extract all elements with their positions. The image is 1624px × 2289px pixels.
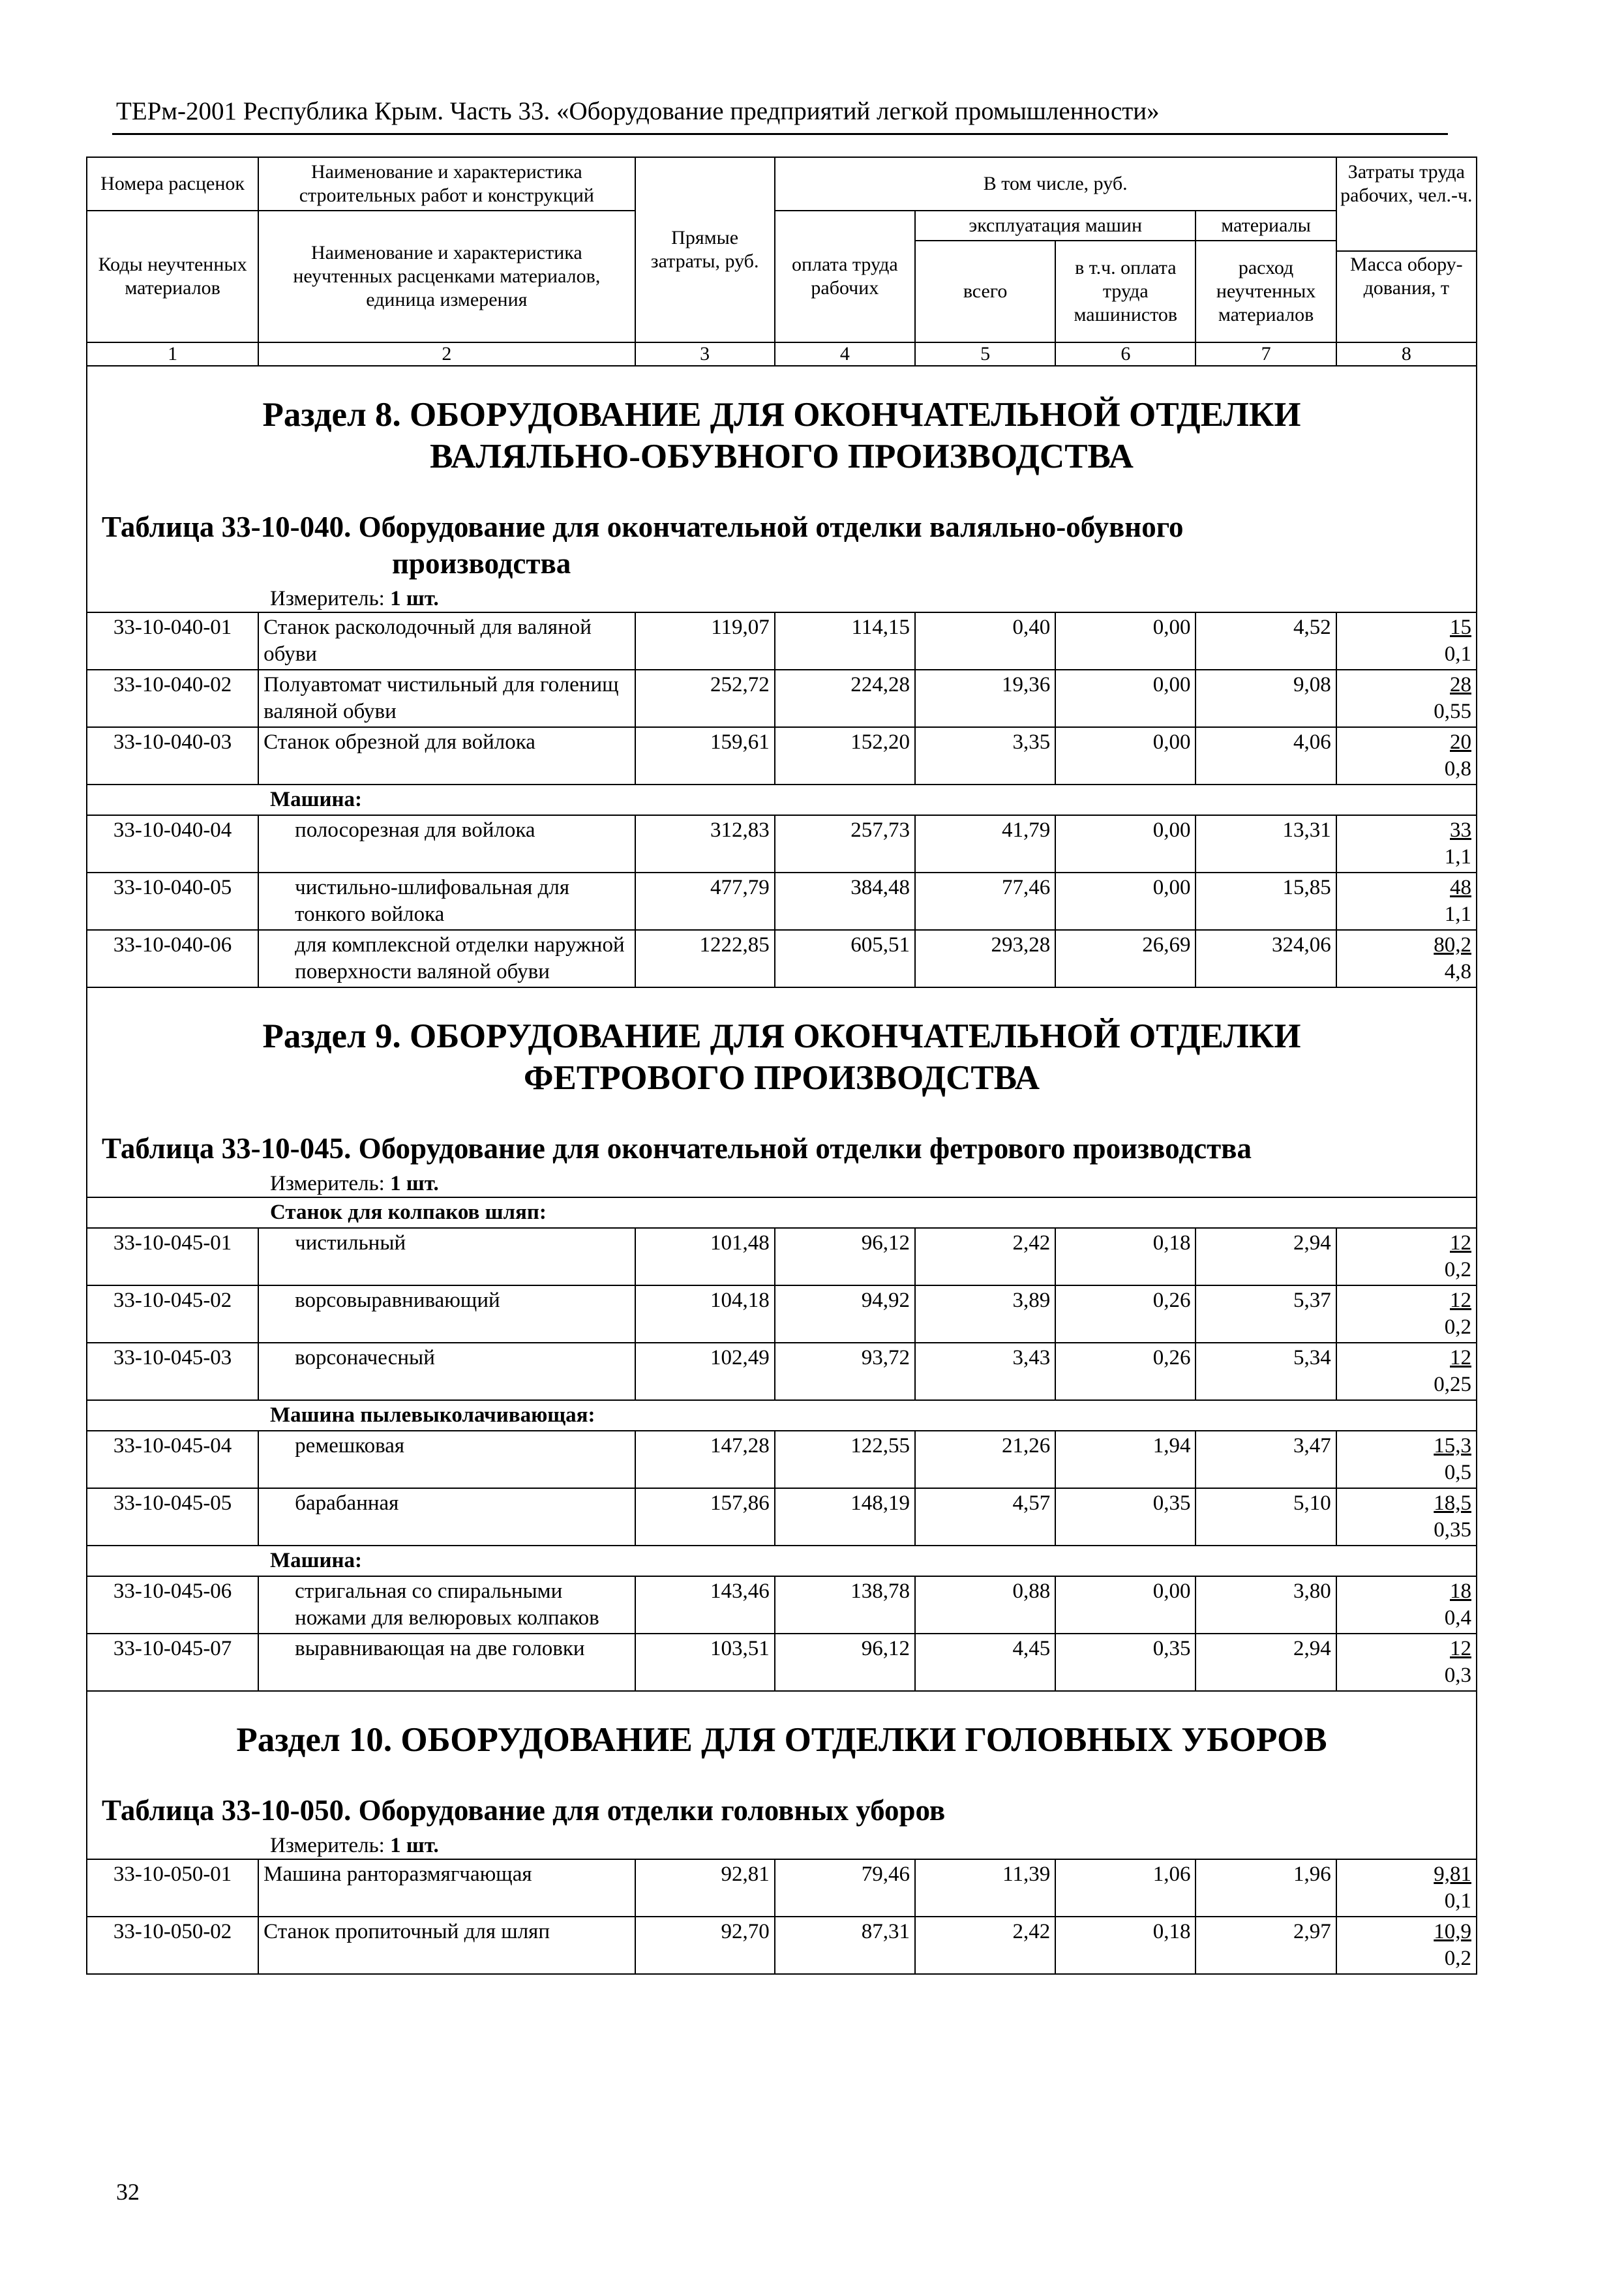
section-8-rows xyxy=(87,612,1477,785)
labor-mass-cell xyxy=(1336,612,1477,670)
rate-name: Станок пропиточный для шляп xyxy=(258,1917,635,1974)
rate-code: 33-10-040-02 xyxy=(87,670,258,727)
labor-costs: 15,3 xyxy=(1434,1434,1471,1458)
machines-total: 293,28 xyxy=(915,930,1055,987)
rate-name: полосорезная для войлока xyxy=(258,815,635,873)
machines-total: 41,79 xyxy=(915,815,1055,873)
labor-costs: 18,5 xyxy=(1434,1491,1471,1515)
table-row xyxy=(87,1634,1477,1691)
equipment-mass: 0,4 xyxy=(1444,1606,1471,1630)
th-machinist-wages: в т.ч. оплата труда машинистов xyxy=(1055,241,1195,342)
th-material-codes: Коды неучтенных материалов xyxy=(87,211,258,342)
machinist-wages: 1,94 xyxy=(1055,1431,1195,1488)
materials-cost: 2,94 xyxy=(1195,1228,1336,1285)
col-number: 4 xyxy=(775,342,915,366)
group-row: Машина: xyxy=(87,785,1477,815)
labor-mass-cell xyxy=(1336,1228,1477,1285)
materials-cost: 2,94 xyxy=(1195,1634,1336,1691)
rate-code: 33-10-040-03 xyxy=(87,727,258,785)
machines-total: 77,46 xyxy=(915,873,1055,930)
labor-costs: 12 xyxy=(1450,1346,1471,1369)
labor-costs: 9,81 xyxy=(1434,1863,1471,1886)
labor-mass-cell xyxy=(1336,1859,1477,1917)
direct-costs: 312,83 xyxy=(635,815,775,873)
materials-cost: 1,96 xyxy=(1195,1859,1336,1917)
labor-costs: 12 xyxy=(1450,1231,1471,1255)
col-number: 6 xyxy=(1055,342,1195,366)
col-number: 7 xyxy=(1195,342,1336,366)
labor-costs: 28 xyxy=(1450,673,1471,696)
direct-costs: 159,61 xyxy=(635,727,775,785)
rate-name: Полуавтомат чистильный для голенищ валяной обуви xyxy=(258,670,635,727)
materials-cost: 5,37 xyxy=(1195,1285,1336,1343)
col-number: 2 xyxy=(258,342,635,366)
table-title: Таблица 33-10-045. Оборудование для окончательной отделки фетрового производства xyxy=(102,1132,1252,1165)
th-direct-costs: Прямые затраты, руб. xyxy=(635,157,775,342)
labor-mass-cell xyxy=(1336,1576,1477,1634)
rate-code: 33-10-045-05 xyxy=(87,1488,258,1546)
materials-cost: 13,31 xyxy=(1195,815,1336,873)
unit-label: Измеритель: 1 шт. xyxy=(270,587,439,610)
machinist-wages: 0,35 xyxy=(1055,1488,1195,1546)
worker-wages: 114,15 xyxy=(775,612,915,670)
th-labor-mass xyxy=(1336,157,1477,342)
worker-wages: 93,72 xyxy=(775,1343,915,1400)
rate-code: 33-10-040-05 xyxy=(87,873,258,930)
rate-name: Станок обрезной для войлока xyxy=(258,727,635,785)
machinist-wages: 0,35 xyxy=(1055,1634,1195,1691)
equipment-mass: 0,1 xyxy=(1444,1889,1471,1913)
equipment-mass: 0,5 xyxy=(1444,1461,1471,1484)
worker-wages: 152,20 xyxy=(775,727,915,785)
materials-cost: 5,10 xyxy=(1195,1488,1336,1546)
direct-costs: 1222,85 xyxy=(635,930,775,987)
materials-cost: 324,06 xyxy=(1195,930,1336,987)
section-title: Раздел 8. ОБОРУДОВАНИЕ ДЛЯ ОКОНЧАТЕЛЬНОЙ ОТДЕЛКИ ВАЛЯЛЬНО-ОБУВНОГО ПРОИЗВОДСТВА xyxy=(262,396,1301,475)
materials-cost: 4,06 xyxy=(1195,727,1336,785)
labor-costs: 33 xyxy=(1450,818,1471,842)
th-machine-operation: эксплуатация машин xyxy=(915,211,1195,241)
direct-costs: 102,49 xyxy=(635,1343,775,1400)
equipment-mass: 0,25 xyxy=(1434,1373,1471,1396)
th-material-names: Наименование и характеристика неучтенных расценками материалов, единица измерения xyxy=(258,211,635,342)
machinist-wages: 0,18 xyxy=(1055,1228,1195,1285)
machinist-wages: 0,00 xyxy=(1055,670,1195,727)
worker-wages: 87,31 xyxy=(775,1917,915,1974)
labor-mass-cell xyxy=(1336,1634,1477,1691)
machines-total: 4,45 xyxy=(915,1634,1055,1691)
rate-name: для комплексной отделки наружной поверхности валяной обуви xyxy=(258,930,635,987)
labor-mass-cell xyxy=(1336,1917,1477,1974)
equipment-mass: 0,2 xyxy=(1444,1315,1471,1339)
rate-code: 33-10-040-06 xyxy=(87,930,258,987)
machines-total: 19,36 xyxy=(915,670,1055,727)
labor-mass-cell xyxy=(1336,930,1477,987)
direct-costs: 92,70 xyxy=(635,1917,775,1974)
unit-label: Измеритель: 1 шт. xyxy=(270,1172,439,1195)
equipment-mass: 1,1 xyxy=(1444,903,1471,926)
labor-mass-cell xyxy=(1336,670,1477,727)
direct-costs: 92,81 xyxy=(635,1859,775,1917)
machines-total: 3,35 xyxy=(915,727,1055,785)
worker-wages: 138,78 xyxy=(775,1576,915,1634)
machinist-wages: 0,00 xyxy=(1055,727,1195,785)
table-row xyxy=(87,1228,1477,1285)
machines-total: 2,42 xyxy=(915,1917,1055,1974)
th-materials: материалы xyxy=(1195,211,1336,241)
section-9-group-2-rows xyxy=(87,1431,1477,1546)
labor-costs: 10,9 xyxy=(1434,1920,1471,1943)
worker-wages: 79,46 xyxy=(775,1859,915,1917)
rate-name: ремешковая xyxy=(258,1431,635,1488)
direct-costs: 252,72 xyxy=(635,670,775,727)
machines-total: 3,89 xyxy=(915,1285,1055,1343)
equipment-mass: 0,35 xyxy=(1434,1518,1471,1542)
rate-code: 33-10-045-04 xyxy=(87,1431,258,1488)
section-10-rows xyxy=(87,1859,1477,1974)
group-row: Машина пылевыколачивающая: xyxy=(87,1400,1477,1431)
machines-total: 2,42 xyxy=(915,1228,1055,1285)
table-row xyxy=(87,1285,1477,1343)
equipment-mass: 0,3 xyxy=(1444,1664,1471,1687)
worker-wages: 605,51 xyxy=(775,930,915,987)
section-8-group-rows xyxy=(87,815,1477,987)
table-title: Таблица 33-10-040. Оборудование для окончательной отделки валяльно-обувного производства xyxy=(102,511,1184,580)
rate-name: барабанная xyxy=(258,1488,635,1546)
machinist-wages: 0,00 xyxy=(1055,873,1195,930)
th-material-consumption: расход неучтенных материалов xyxy=(1195,241,1336,342)
th-equipment-mass: Масса обору-дования, т xyxy=(1337,250,1476,301)
group-row: Машина: xyxy=(87,1546,1477,1576)
header-row-2 xyxy=(87,211,1477,241)
table-row xyxy=(87,815,1477,873)
equipment-mass: 4,8 xyxy=(1444,960,1471,983)
group-row: Станок для колпаков шляп: xyxy=(87,1197,1477,1228)
table-row xyxy=(87,1576,1477,1634)
section-9-group-3-rows xyxy=(87,1576,1477,1691)
table-row xyxy=(87,727,1477,785)
direct-costs: 119,07 xyxy=(635,612,775,670)
table-row xyxy=(87,1859,1477,1917)
equipment-mass: 0,1 xyxy=(1444,642,1471,666)
col-number: 3 xyxy=(635,342,775,366)
direct-costs: 101,48 xyxy=(635,1228,775,1285)
rate-name: Станок расколодочный для валяной обуви xyxy=(258,612,635,670)
direct-costs: 103,51 xyxy=(635,1634,775,1691)
machinist-wages: 26,69 xyxy=(1055,930,1195,987)
col-number: 1 xyxy=(87,342,258,366)
machines-total: 4,57 xyxy=(915,1488,1055,1546)
rate-name: Машина ранторазмягчающая xyxy=(258,1859,635,1917)
machines-total: 0,88 xyxy=(915,1576,1055,1634)
machinist-wages: 0,26 xyxy=(1055,1343,1195,1400)
machinist-wages: 0,00 xyxy=(1055,815,1195,873)
materials-cost: 2,97 xyxy=(1195,1917,1336,1974)
table-row xyxy=(87,873,1477,930)
machinist-wages: 1,06 xyxy=(1055,1859,1195,1917)
machines-total: 11,39 xyxy=(915,1859,1055,1917)
running-header: ТЕРм-2001 Республика Крым. Часть 33. «Оборудование предприятий легкой промышленности» xyxy=(116,97,1160,125)
rate-code: 33-10-040-01 xyxy=(87,612,258,670)
rate-name: чистильный xyxy=(258,1228,635,1285)
labor-costs: 80,2 xyxy=(1434,933,1471,957)
materials-cost: 5,34 xyxy=(1195,1343,1336,1400)
rate-code: 33-10-040-04 xyxy=(87,815,258,873)
rates-table xyxy=(86,157,1477,1975)
page-number: 32 xyxy=(116,2179,140,2205)
rate-code: 33-10-045-03 xyxy=(87,1343,258,1400)
rate-name: ворсовыравнивающий xyxy=(258,1285,635,1343)
worker-wages: 96,12 xyxy=(775,1634,915,1691)
direct-costs: 157,86 xyxy=(635,1488,775,1546)
worker-wages: 384,48 xyxy=(775,873,915,930)
materials-cost: 9,08 xyxy=(1195,670,1336,727)
section-title: Раздел 9. ОБОРУДОВАНИЕ ДЛЯ ОКОНЧАТЕЛЬНОЙ ОТДЕЛКИ ФЕТРОВОГО ПРОИЗВОДСТВА xyxy=(262,1017,1301,1097)
section-9-heading-row xyxy=(87,987,1477,1197)
column-numbers-row xyxy=(87,342,1477,366)
header-row-1 xyxy=(87,157,1477,211)
rate-code: 33-10-045-06 xyxy=(87,1576,258,1634)
labor-mass-cell xyxy=(1336,727,1477,785)
materials-cost: 15,85 xyxy=(1195,873,1336,930)
worker-wages: 148,19 xyxy=(775,1488,915,1546)
equipment-mass: 0,2 xyxy=(1444,1258,1471,1281)
rate-name: стригальная со спиральными ножами для велюровых колпаков xyxy=(258,1576,635,1634)
col-number: 8 xyxy=(1336,342,1477,366)
table-title: Таблица 33-10-050. Оборудование для отделки головных уборов xyxy=(102,1794,946,1827)
labor-mass-cell xyxy=(1336,815,1477,873)
section-9-group-1-rows xyxy=(87,1228,1477,1400)
rate-code: 33-10-050-02 xyxy=(87,1917,258,1974)
machinist-wages: 0,26 xyxy=(1055,1285,1195,1343)
equipment-mass: 0,2 xyxy=(1444,1947,1471,1970)
th-labor-costs: Затраты труда рабочих, чел.-ч. xyxy=(1340,161,1473,206)
th-worker-wages: оплата труда рабочих xyxy=(775,211,915,342)
th-work-name: Наименование и характеристика строительных работ и конструкций xyxy=(258,157,635,211)
th-rate-numbers: Номера расценок xyxy=(87,157,258,211)
th-machines-total: всего xyxy=(915,241,1055,342)
worker-wages: 122,55 xyxy=(775,1431,915,1488)
labor-mass-cell xyxy=(1336,1285,1477,1343)
rate-code: 33-10-045-01 xyxy=(87,1228,258,1285)
machinist-wages: 0,00 xyxy=(1055,1576,1195,1634)
table-row xyxy=(87,1488,1477,1546)
materials-cost: 4,52 xyxy=(1195,612,1336,670)
unit-label: Измеритель: 1 шт. xyxy=(270,1834,439,1857)
labor-mass-cell xyxy=(1336,1488,1477,1546)
worker-wages: 224,28 xyxy=(775,670,915,727)
equipment-mass: 0,8 xyxy=(1444,757,1471,781)
section-10-heading-row xyxy=(87,1691,1477,1859)
rate-code: 33-10-045-07 xyxy=(87,1634,258,1691)
labor-mass-cell xyxy=(1336,1431,1477,1488)
machinist-wages: 0,00 xyxy=(1055,612,1195,670)
table-row xyxy=(87,1917,1477,1974)
direct-costs: 147,28 xyxy=(635,1431,775,1488)
table-row xyxy=(87,612,1477,670)
table-row xyxy=(87,930,1477,987)
labor-costs: 20 xyxy=(1450,730,1471,754)
labor-costs: 15 xyxy=(1450,616,1471,639)
rate-name: ворсоначесный xyxy=(258,1343,635,1400)
worker-wages: 94,92 xyxy=(775,1285,915,1343)
rate-code: 33-10-045-02 xyxy=(87,1285,258,1343)
direct-costs: 143,46 xyxy=(635,1576,775,1634)
col-number: 5 xyxy=(915,342,1055,366)
labor-costs: 18 xyxy=(1450,1579,1471,1603)
table-row xyxy=(87,670,1477,727)
materials-cost: 3,47 xyxy=(1195,1431,1336,1488)
materials-cost: 3,80 xyxy=(1195,1576,1336,1634)
worker-wages: 257,73 xyxy=(775,815,915,873)
rate-code: 33-10-050-01 xyxy=(87,1859,258,1917)
header-rule xyxy=(112,133,1448,135)
machines-total: 21,26 xyxy=(915,1431,1055,1488)
labor-costs: 48 xyxy=(1450,876,1471,899)
machines-total: 3,43 xyxy=(915,1343,1055,1400)
worker-wages: 96,12 xyxy=(775,1228,915,1285)
table-row xyxy=(87,1343,1477,1400)
table-row xyxy=(87,1431,1477,1488)
th-including: В том числе, руб. xyxy=(775,157,1336,211)
direct-costs: 104,18 xyxy=(635,1285,775,1343)
section-title: Раздел 10. ОБОРУДОВАНИЕ ДЛЯ ОТДЕЛКИ ГОЛОВНЫХ УБОРОВ xyxy=(236,1721,1327,1759)
labor-costs: 12 xyxy=(1450,1637,1471,1660)
section-8-heading-row xyxy=(87,366,1477,612)
labor-mass-cell xyxy=(1336,1343,1477,1400)
labor-costs: 12 xyxy=(1450,1289,1471,1312)
machinist-wages: 0,18 xyxy=(1055,1917,1195,1974)
rate-name: чистильно-шлифовальная для тонкого войлока xyxy=(258,873,635,930)
direct-costs: 477,79 xyxy=(635,873,775,930)
equipment-mass: 1,1 xyxy=(1444,845,1471,869)
labor-mass-cell xyxy=(1336,873,1477,930)
equipment-mass: 0,55 xyxy=(1434,700,1471,723)
rate-name: выравнивающая на две головки xyxy=(258,1634,635,1691)
machines-total: 0,40 xyxy=(915,612,1055,670)
